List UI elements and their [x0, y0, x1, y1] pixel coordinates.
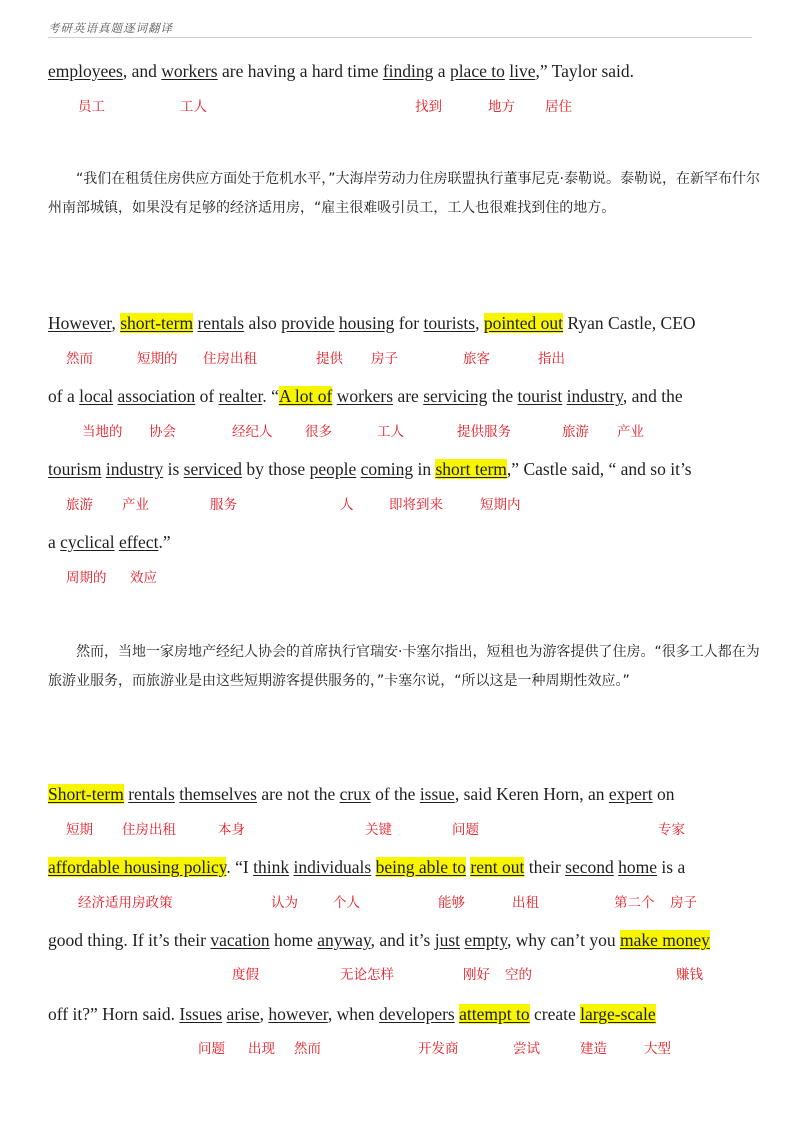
highlighted-phrase: rent out — [470, 857, 525, 877]
highlighted-phrase: A lot of — [278, 386, 333, 406]
text-run: off it?” Horn said. — [48, 1004, 180, 1024]
gloss-word: 旅客 — [463, 351, 490, 367]
text-run: home — [269, 930, 318, 950]
text-run: for — [394, 313, 424, 333]
vocab-word: vacation — [210, 930, 270, 950]
vocab-word: provide — [281, 313, 335, 333]
text-run — [371, 857, 375, 877]
gloss-word: 大型 — [644, 1041, 671, 1057]
vocab-word: serviced — [183, 459, 242, 479]
english-line — [48, 1003, 656, 1025]
gloss-word: 刚好 — [463, 967, 490, 983]
english-line — [48, 385, 683, 407]
gloss-word: 尝试 — [513, 1041, 540, 1057]
english-line — [48, 531, 171, 553]
gloss-word: 个人 — [333, 895, 360, 911]
gloss-word: 无论怎样 — [340, 967, 394, 983]
text-run: are — [393, 386, 424, 406]
highlighted-phrase: Short-term — [48, 784, 124, 804]
text-run: are having a hard time — [217, 61, 383, 81]
vocab-word: live — [509, 61, 536, 81]
text-run: their — [524, 857, 566, 877]
gloss-word: 专家 — [658, 822, 685, 838]
english-line — [48, 783, 674, 805]
gloss-word: 当地的 — [82, 424, 123, 440]
text-run: Ryan Castle, CEO — [563, 313, 696, 333]
gloss-word: 短期内 — [480, 497, 521, 513]
gloss-word: 旅游 — [66, 497, 93, 513]
gloss-word: 本身 — [218, 822, 245, 838]
gloss-word: 房子 — [670, 895, 697, 911]
text-run: , — [111, 313, 121, 333]
vocab-word: rentals — [197, 313, 245, 333]
text-run: a — [48, 532, 61, 552]
vocab-word: rentals — [128, 784, 175, 804]
translation-paragraph: 然而，当地一家房地产经纪人协会的首席执行官瑞安·卡塞尔指出，短租也为游客提供了住房。“很多工人都在为旅游业服务，而旅游业是由这些短期游客提供服务的，”卡塞尔说，“所以这是一种周期性效应。” — [48, 644, 760, 689]
gloss-word: 居住 — [545, 99, 572, 115]
translation-paragraph: “我们在租赁住房供应方面处于危机水平，”大海岸劳动力住房联盟执行董事尼克·泰勒说。泰勒说，在新罕布什尔州南部城镇，如果没有足够的经济适用房，“雇主很难吸引员工，工人也很难找到住的地方。 — [48, 171, 760, 216]
vocab-word: Issues — [179, 1004, 223, 1024]
text-run: are not the — [257, 784, 340, 804]
text-run: , why can’t you — [507, 930, 620, 950]
text-run: is — [163, 459, 184, 479]
vocab-word: anyway — [317, 930, 371, 950]
gloss-word: 短期的 — [137, 351, 178, 367]
english-line — [48, 929, 710, 951]
vocab-word: local — [79, 386, 114, 406]
gloss-word: 开发商 — [418, 1041, 459, 1057]
text-run: ,” Castle said, “ and so it’s — [506, 459, 692, 479]
vocab-word: think — [253, 857, 290, 877]
gloss-word: 赚钱 — [676, 967, 703, 983]
highlighted-phrase: short term — [435, 459, 507, 479]
vocab-word: empty — [464, 930, 508, 950]
gloss-word: 然而 — [66, 351, 93, 367]
gloss-word: 地方 — [488, 99, 515, 115]
page-header — [48, 20, 752, 38]
text-run: of — [195, 386, 219, 406]
vocab-word: effect — [118, 532, 159, 552]
vocab-word: coming — [360, 459, 414, 479]
gloss-word: 服务 — [210, 497, 237, 513]
gloss-word: 关键 — [365, 822, 392, 838]
gloss-word: 周期的 — [66, 570, 107, 586]
gloss-word: 人 — [340, 497, 354, 513]
gloss-word: 房子 — [371, 351, 398, 367]
highlighted-phrase: short-term — [120, 313, 194, 333]
highlighted-phrase: pointed out — [483, 313, 564, 333]
text-run: the — [487, 386, 518, 406]
text-run: good thing. If it’s their — [48, 930, 211, 950]
text-run: . “ — [262, 386, 279, 406]
header-title: 考研英语真题逐词翻译 — [48, 21, 173, 35]
vocab-word: industry — [566, 386, 623, 406]
vocab-word: housing — [338, 313, 395, 333]
text-run: in — [413, 459, 436, 479]
vocab-word: second — [565, 857, 614, 877]
text-run: , — [475, 313, 484, 333]
vocab-word: tourist — [517, 386, 563, 406]
text-run: , said Keren Horn, an — [454, 784, 609, 804]
vocab-word: issue — [419, 784, 455, 804]
highlighted-phrase: large-scale — [580, 1004, 656, 1024]
vocab-word: tourism — [48, 459, 102, 479]
text-run: a — [433, 61, 450, 81]
vocab-word: workers — [161, 61, 218, 81]
gloss-word: 产业 — [122, 497, 149, 513]
gloss-word: 即将到来 — [389, 497, 443, 513]
vocab-word: employees — [48, 61, 123, 81]
english-line — [48, 312, 696, 334]
vocab-word: However — [48, 313, 112, 333]
gloss-word: 效应 — [130, 570, 157, 586]
gloss-word: 员工 — [78, 99, 105, 115]
gloss-word: 经济适用房政策 — [78, 895, 173, 911]
vocab-word: servicing — [423, 386, 488, 406]
vocab-word: place to — [449, 61, 505, 81]
gloss-word: 问题 — [452, 822, 479, 838]
vocab-word: individuals — [293, 857, 372, 877]
gloss-word: 产业 — [617, 424, 644, 440]
vocab-word: cyclical — [60, 532, 115, 552]
text-run: , — [259, 1004, 269, 1024]
gloss-word: 空的 — [505, 967, 532, 983]
vocab-word: workers — [336, 386, 394, 406]
highlighted-phrase: make money — [619, 930, 710, 950]
gloss-word: 经纪人 — [232, 424, 273, 440]
english-line — [48, 60, 634, 82]
text-run: .” — [158, 532, 171, 552]
vocab-word: industry — [105, 459, 164, 479]
gloss-word: 问题 — [198, 1041, 225, 1057]
gloss-word: 出租 — [512, 895, 539, 911]
text-run: on — [652, 784, 675, 804]
text-run: of the — [370, 784, 420, 804]
text-run: ,” Taylor said. — [535, 61, 635, 81]
vocab-word: finding — [382, 61, 434, 81]
highlighted-phrase: attempt to — [459, 1004, 530, 1024]
gloss-word: 短期 — [66, 822, 93, 838]
vocab-word: realter — [218, 386, 263, 406]
vocab-word: expert — [608, 784, 653, 804]
text-run: , and — [122, 61, 162, 81]
gloss-word: 能够 — [438, 895, 465, 911]
gloss-word: 找到 — [415, 99, 442, 115]
text-run: by those — [241, 459, 310, 479]
vocab-word: arise — [226, 1004, 260, 1024]
gloss-word: 工人 — [180, 99, 207, 115]
vocab-word: tourists — [423, 313, 476, 333]
gloss-word: 指出 — [538, 351, 565, 367]
vocab-word: however — [268, 1004, 328, 1024]
vocab-word: just — [434, 930, 461, 950]
highlighted-phrase: being able to — [375, 857, 466, 877]
gloss-word: 住房出租 — [122, 822, 176, 838]
gloss-word: 住房出租 — [203, 351, 257, 367]
gloss-word: 提供服务 — [457, 424, 511, 440]
gloss-word: 旅游 — [562, 424, 589, 440]
vocab-word: themselves — [179, 784, 257, 804]
text-run: , when — [327, 1004, 379, 1024]
gloss-word: 建造 — [580, 1041, 607, 1057]
gloss-word: 出现 — [248, 1041, 275, 1057]
text-run: , and the — [622, 386, 683, 406]
vocab-word: association — [117, 386, 196, 406]
gloss-word: 认为 — [271, 895, 298, 911]
gloss-word: 工人 — [377, 424, 404, 440]
gloss-word: 协会 — [149, 424, 176, 440]
gloss-word: 然而 — [294, 1041, 321, 1057]
english-line — [48, 458, 692, 480]
text-run: is a — [657, 857, 686, 877]
gloss-word: 很多 — [305, 424, 332, 440]
gloss-word: 度假 — [232, 967, 259, 983]
vocab-word: crux — [339, 784, 371, 804]
gloss-word: 第二个 — [614, 895, 655, 911]
vocab-word: people — [309, 459, 357, 479]
vocab-word: home — [618, 857, 658, 877]
text-run: , and it’s — [370, 930, 435, 950]
english-line — [48, 856, 685, 878]
text-run: . “I — [226, 857, 254, 877]
text-run: of a — [48, 386, 80, 406]
vocab-word: developers — [378, 1004, 455, 1024]
text-run: create — [529, 1004, 581, 1024]
highlighted-phrase: affordable housing policy — [48, 857, 227, 877]
gloss-word: 提供 — [316, 351, 343, 367]
text-run: also — [244, 313, 282, 333]
